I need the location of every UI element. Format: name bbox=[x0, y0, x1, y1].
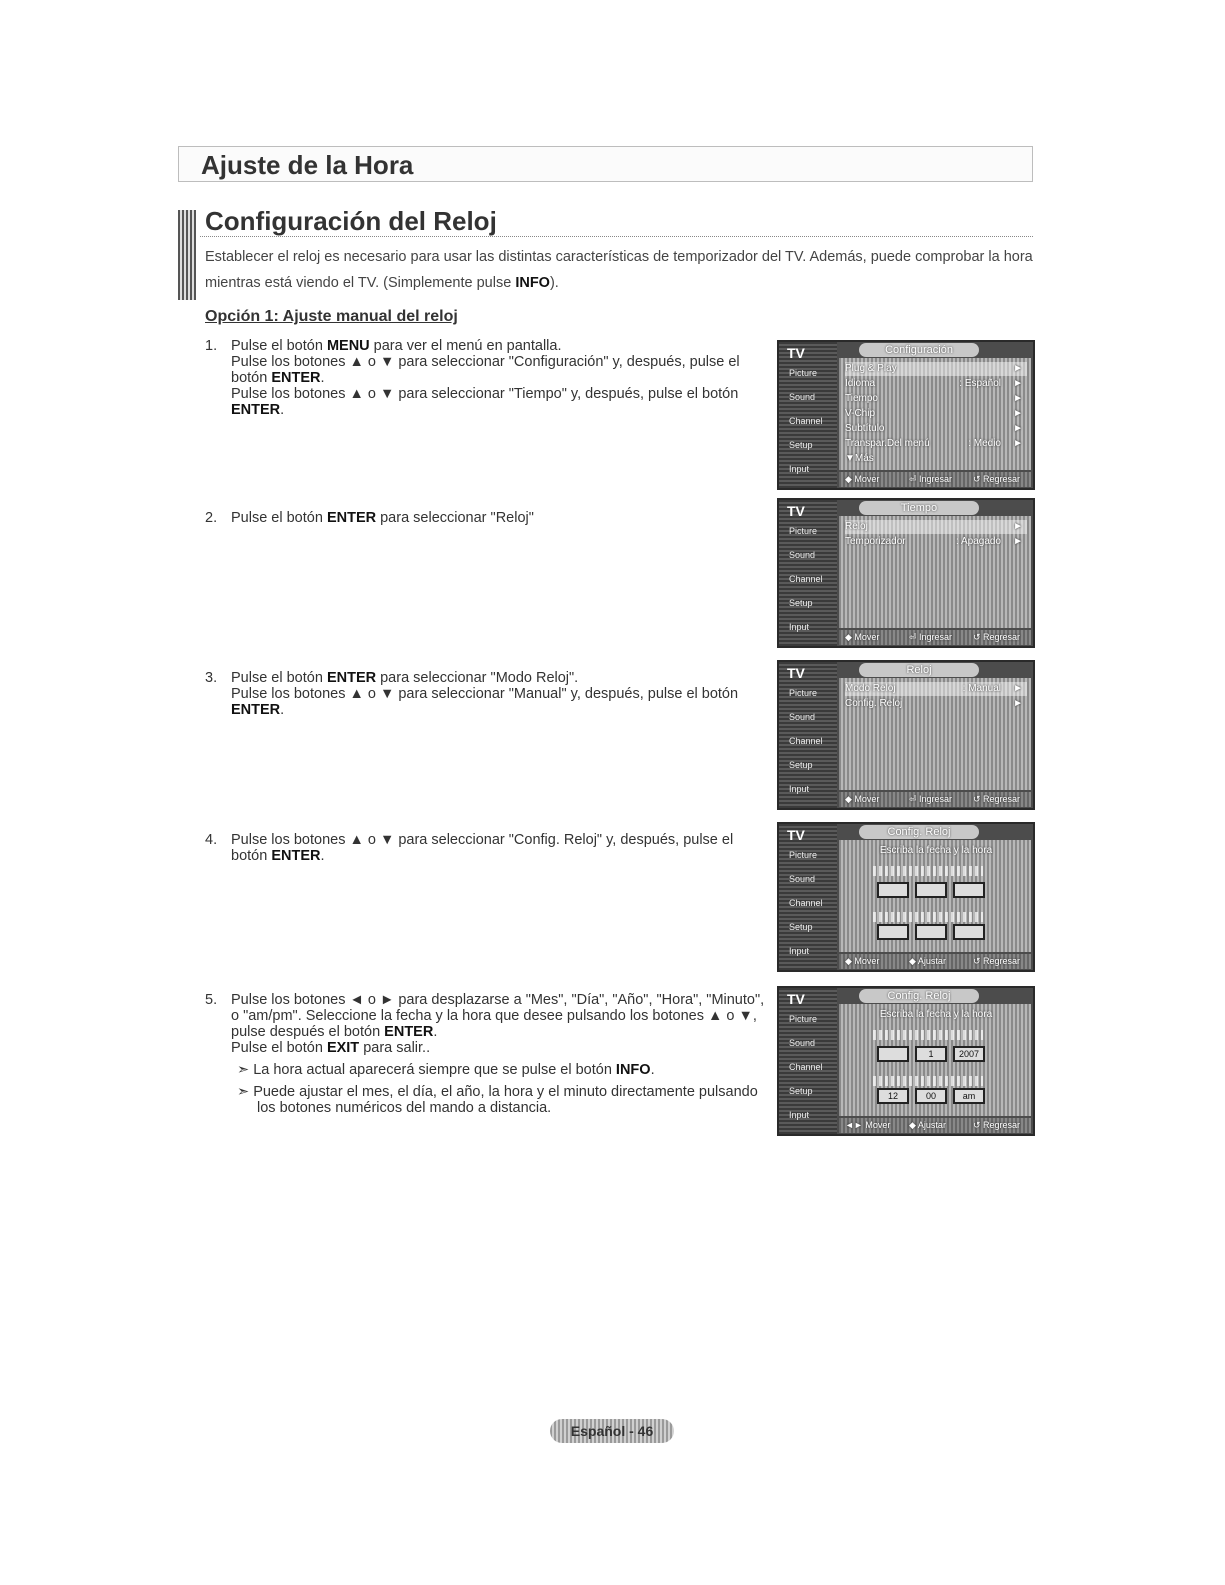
screen-title: Config. Reloj bbox=[859, 825, 979, 839]
screen-row bbox=[845, 377, 1027, 391]
screen-row bbox=[845, 437, 1027, 451]
screen-row-arrow-icon: ► bbox=[1013, 521, 1023, 532]
screen-footer-item: ↺ Regresar bbox=[973, 1120, 1021, 1130]
screen-field-labels bbox=[873, 866, 983, 876]
screen-title: Tiempo bbox=[859, 501, 979, 515]
intro-line2-bold: INFO bbox=[515, 275, 550, 291]
step-2 bbox=[205, 510, 765, 526]
screen-subtitle: Escriba la fecha y la hora bbox=[879, 1009, 993, 1020]
step-line-part: MENU bbox=[326, 338, 370, 354]
screen-footer-item: ↺ Regresar bbox=[973, 956, 1021, 966]
step-body bbox=[231, 510, 765, 526]
screen-row-arrow-icon: ► bbox=[1013, 423, 1023, 434]
step-line-part: Pulse el botón bbox=[231, 510, 327, 526]
screen-row-value: : Español bbox=[959, 378, 1001, 389]
screen-row-label: Modo Reloj bbox=[845, 683, 896, 694]
screen-sidebar-item: Setup bbox=[789, 1086, 813, 1096]
screen-row-label: Plug & Play bbox=[845, 363, 897, 374]
step-line-part: para seleccionar "Modo Reloj". bbox=[376, 670, 579, 686]
screen-sidebar-item: Picture bbox=[789, 368, 818, 378]
step-line-part: ENTER bbox=[384, 1024, 434, 1040]
step-1 bbox=[205, 338, 765, 418]
tv-screen-config-reloj-2 bbox=[777, 986, 1035, 1136]
step-body bbox=[231, 338, 765, 418]
step-line-part: ENTER bbox=[271, 848, 321, 864]
screen-row-arrow-icon: ► bbox=[1013, 683, 1023, 694]
step-body bbox=[231, 992, 765, 1116]
note-arrow-icon: ➣ bbox=[237, 1062, 254, 1078]
screen-sidebar bbox=[779, 662, 837, 808]
screen-field-box bbox=[877, 882, 909, 898]
screen-tv-label: TV bbox=[787, 665, 805, 681]
page-title: Ajuste de la Hora bbox=[201, 150, 414, 180]
screen-row-label: Config. Reloj bbox=[845, 698, 903, 709]
screen-row bbox=[845, 392, 1027, 406]
step-5 bbox=[205, 992, 765, 1116]
screen-sidebar-item: Setup bbox=[789, 440, 813, 450]
step-note bbox=[237, 1062, 765, 1078]
screen-row bbox=[845, 407, 1027, 421]
step-line-part: Pulse el botón bbox=[231, 670, 327, 686]
note-arrow-icon: ➣ bbox=[237, 1084, 254, 1100]
screen-footer-item: ◆ Mover bbox=[845, 474, 880, 484]
screen-sidebar-item: Setup bbox=[789, 760, 813, 770]
screen-footer bbox=[839, 954, 1031, 969]
screen-sidebar bbox=[779, 988, 837, 1134]
screen-sidebar bbox=[779, 500, 837, 646]
step-note-part: INFO bbox=[615, 1062, 651, 1078]
step-line-part: ENTER bbox=[326, 670, 377, 686]
step-line-part: para seleccionar "Reloj" bbox=[376, 510, 534, 526]
step-line-part: Pulse los botones ▲ o ▼ para seleccionar "Configuración" y, después, pulse el botón bbox=[231, 354, 740, 386]
step-line bbox=[231, 338, 765, 354]
screen-field-box: am bbox=[953, 1088, 985, 1104]
step-body bbox=[231, 832, 765, 864]
screen-row bbox=[845, 535, 1027, 549]
step-number: 4. bbox=[205, 832, 218, 848]
screen-field-box bbox=[915, 882, 947, 898]
screen-footer bbox=[839, 792, 1031, 807]
screen-footer-item: ↺ Regresar bbox=[973, 632, 1021, 642]
step-note bbox=[237, 1084, 765, 1116]
screen-row bbox=[845, 362, 1027, 376]
screen-field-box bbox=[877, 924, 909, 940]
screen-row-arrow-icon: ► bbox=[1013, 393, 1023, 404]
step-number: 1. bbox=[205, 338, 218, 354]
screen-row-label: Idioma bbox=[845, 378, 876, 389]
screen-row bbox=[845, 520, 1027, 534]
screen-footer-item: ◆ Mover bbox=[845, 794, 880, 804]
screen-footer-item: ↺ Regresar bbox=[973, 474, 1021, 484]
screen-tv-label: TV bbox=[787, 345, 805, 361]
screen-title: Configuración bbox=[859, 343, 979, 357]
screen-sidebar-item: Channel bbox=[789, 574, 823, 584]
intro-line1: Establecer el reloj es necesario para usar las distintas características de temporizador del TV. Además, puede comprobar la hora bbox=[205, 249, 1033, 265]
screen-footer-item: ◆ Mover bbox=[845, 956, 880, 966]
step-line-part: EXIT bbox=[326, 1040, 360, 1056]
step-4 bbox=[205, 832, 765, 864]
intro-line2-suffix: ). bbox=[549, 275, 559, 291]
screen-sidebar-item: Channel bbox=[789, 416, 823, 426]
tv-screen-configuracion bbox=[777, 340, 1035, 490]
section-bar bbox=[178, 210, 196, 300]
step-body bbox=[231, 670, 765, 718]
screen-row-label: Temporizador bbox=[845, 536, 906, 547]
screen-footer-item: ⏎ Ingresar bbox=[909, 794, 953, 804]
screen-field-box: 1 bbox=[915, 1046, 947, 1062]
screen-subtitle: Escriba la fecha y la hora bbox=[879, 845, 993, 856]
screen-sidebar-item: Channel bbox=[789, 736, 823, 746]
screen-row-label: ▼Más bbox=[845, 453, 874, 464]
screen-field-labels bbox=[873, 912, 983, 922]
screen-sidebar-item: Sound bbox=[789, 712, 816, 722]
tv-screen-reloj bbox=[777, 660, 1035, 810]
screen-sidebar-item: Setup bbox=[789, 922, 813, 932]
screen-footer-item: ◆ Ajustar bbox=[909, 1120, 946, 1130]
step-line-part: . bbox=[280, 402, 285, 418]
screen-sidebar-item: Input bbox=[789, 946, 810, 956]
step-number: 5. bbox=[205, 992, 218, 1008]
screen-row-arrow-icon: ► bbox=[1013, 363, 1023, 374]
step-line-part: . bbox=[280, 702, 285, 718]
screen-row-value: : Apagado bbox=[955, 536, 1001, 547]
page-number-badge: Español - 46 bbox=[550, 1419, 674, 1443]
screen-sidebar-item: Input bbox=[789, 464, 810, 474]
intro-text bbox=[205, 244, 1035, 296]
screen-sidebar-item: Picture bbox=[789, 526, 818, 536]
screen-sidebar-item: Channel bbox=[789, 1062, 823, 1072]
step-line-part: Pulse los botones ◄ o ► para desplazarse a "Mes", "Día", "Año", "Hora", "Minuto", o "am/pm". Seleccione la fecha y la hora que desee pulsando los botones ▲ o ▼, pulse después el botón bbox=[231, 992, 765, 1040]
screen-sidebar-item: Channel bbox=[789, 898, 823, 908]
screen-sidebar-item: Sound bbox=[789, 874, 816, 884]
page-header bbox=[178, 146, 1033, 182]
section-title: Configuración del Reloj bbox=[205, 206, 497, 236]
screen-footer-item: ◆ Mover bbox=[845, 632, 880, 642]
screen-row-label: Transpar.Del menú bbox=[845, 438, 930, 449]
screen-footer-item: ⏎ Ingresar bbox=[909, 474, 953, 484]
step-line-part: . bbox=[320, 848, 325, 864]
screen-sidebar-item: Setup bbox=[789, 598, 813, 608]
screen-tv-label: TV bbox=[787, 991, 805, 1007]
screen-sidebar-item: Input bbox=[789, 784, 810, 794]
screen-sidebar-item: Sound bbox=[789, 392, 816, 402]
screen-row-label: Reloj bbox=[845, 521, 868, 532]
screen-row-value: : Manual bbox=[962, 683, 1001, 694]
screen-sidebar-item: Picture bbox=[789, 688, 818, 698]
option-title: Opción 1: Ajuste manual del reloj bbox=[205, 308, 458, 325]
screen-field-box: 00 bbox=[915, 1088, 947, 1104]
screen-row-arrow-icon: ► bbox=[1013, 438, 1023, 449]
step-note-part: La hora actual aparecerá siempre que se pulse el botón bbox=[253, 1062, 616, 1078]
screen-field-labels bbox=[873, 1076, 983, 1086]
step-line-part: Pulse el botón bbox=[231, 338, 327, 354]
screen-sidebar-item: Sound bbox=[789, 1038, 816, 1048]
screen-row-label: V-Chip bbox=[845, 408, 876, 419]
screen-row-label: Tiempo bbox=[845, 393, 878, 404]
screen-row-value: : Medio bbox=[968, 438, 1001, 449]
section-rule bbox=[200, 236, 1033, 237]
screen-sidebar-item: Picture bbox=[789, 1014, 818, 1024]
screen-row bbox=[845, 697, 1027, 711]
screen-sidebar-item: Input bbox=[789, 1110, 810, 1120]
step-line-part: para salir.. bbox=[359, 1040, 431, 1056]
screen-tv-label: TV bbox=[787, 503, 805, 519]
screen-footer bbox=[839, 1118, 1031, 1133]
tv-screen-config-reloj-1 bbox=[777, 822, 1035, 972]
screen-sidebar bbox=[779, 342, 837, 488]
screen-field-box bbox=[953, 882, 985, 898]
step-line bbox=[231, 1040, 765, 1056]
step-line bbox=[231, 354, 765, 386]
step-line bbox=[231, 510, 765, 526]
screen-footer-item: ⏎ Ingresar bbox=[909, 632, 953, 642]
screen-row bbox=[845, 452, 1027, 466]
screen-field-labels bbox=[873, 1030, 983, 1040]
screen-field-box bbox=[915, 924, 947, 940]
step-line-part: Pulse los botones ▲ o ▼ para seleccionar "Config. Reloj" y, después, pulse el botón bbox=[231, 832, 734, 864]
screen-row-label: Subtítulo bbox=[845, 423, 885, 434]
screen-field-box bbox=[877, 1046, 909, 1062]
step-line bbox=[231, 832, 765, 864]
step-line-part: . bbox=[320, 370, 325, 386]
screen-row-arrow-icon: ► bbox=[1013, 698, 1023, 709]
screen-sidebar-item: Sound bbox=[789, 550, 816, 560]
step-line-part: Pulse los botones ▲ o ▼ para seleccionar "Tiempo" y, después, pulse el botón bbox=[231, 386, 739, 402]
screen-field-box: 2007 bbox=[953, 1046, 985, 1062]
screen-title: Reloj bbox=[859, 663, 979, 677]
screen-title: Config. Reloj bbox=[859, 989, 979, 1003]
step-line-part: ENTER bbox=[231, 702, 281, 718]
step-line bbox=[231, 992, 765, 1040]
step-line bbox=[231, 386, 765, 418]
step-line-part: Pulse el botón bbox=[231, 1040, 327, 1056]
screen-footer bbox=[839, 472, 1031, 487]
step-note-part: Puede ajustar el mes, el día, el año, la hora y el minuto directamente pulsando los botones numéricos del mando a distancia. bbox=[253, 1084, 758, 1116]
screen-field-box: 12 bbox=[877, 1088, 909, 1104]
step-line bbox=[231, 670, 765, 686]
step-3 bbox=[205, 670, 765, 718]
screen-row bbox=[845, 682, 1027, 696]
screen-sidebar-item: Input bbox=[789, 622, 810, 632]
step-line bbox=[231, 686, 765, 718]
step-line-part: ENTER bbox=[326, 510, 377, 526]
screen-row-arrow-icon: ► bbox=[1013, 408, 1023, 419]
step-line-part: para ver el menú en pantalla. bbox=[369, 338, 562, 354]
screen-row-arrow-icon: ► bbox=[1013, 378, 1023, 389]
screen-footer-item: ◄► Mover bbox=[845, 1120, 891, 1130]
screen-footer-item: ↺ Regresar bbox=[973, 794, 1021, 804]
step-number: 3. bbox=[205, 670, 218, 686]
screen-tv-label: TV bbox=[787, 827, 805, 843]
screen-field-box bbox=[953, 924, 985, 940]
screen-footer-item: ◆ Ajustar bbox=[909, 956, 946, 966]
screen-footer bbox=[839, 630, 1031, 645]
step-line-part: Pulse los botones ▲ o ▼ para seleccionar "Manual" y, después, pulse el botón bbox=[231, 686, 739, 702]
step-number: 2. bbox=[205, 510, 218, 526]
tv-screen-tiempo bbox=[777, 498, 1035, 648]
step-line-part: ENTER bbox=[271, 370, 321, 386]
step-note-part: . bbox=[650, 1062, 655, 1078]
intro-line2-prefix: mientras está viendo el TV. (Simplemente pulse bbox=[205, 275, 516, 291]
screen-row-arrow-icon: ► bbox=[1013, 536, 1023, 547]
step-line-part: ENTER bbox=[231, 402, 281, 418]
screen-sidebar-item: Picture bbox=[789, 850, 818, 860]
screen-row bbox=[845, 422, 1027, 436]
step-line-part: . bbox=[433, 1024, 438, 1040]
screen-sidebar bbox=[779, 824, 837, 970]
